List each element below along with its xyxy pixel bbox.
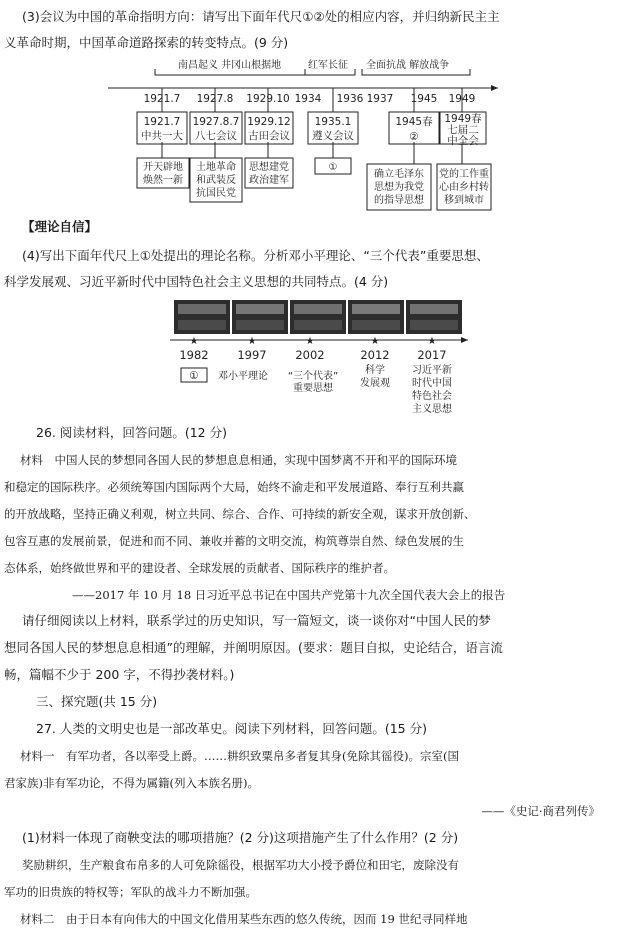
svg-text:土地革命: 土地革命: [196, 162, 236, 173]
q26-source: ——2017 年 10 月 18 日习近平总书记在中国共产党第十九次全国代表大会上的报告: [72, 588, 506, 602]
svg-text:重要思想: 重要思想: [293, 383, 333, 394]
star-marker-icon: ★: [370, 336, 380, 347]
year-1929: 1929.10: [246, 93, 290, 105]
congress-photo-1982: [174, 300, 230, 334]
svg-text:“三个代表”: “三个代表”: [287, 371, 339, 382]
svg-text:八七会议: 八七会议: [195, 130, 237, 142]
year-1921: 1921.7: [143, 93, 181, 105]
era-label-1: 南昌起义 井冈山根据地: [178, 60, 282, 71]
axis-arrowhead: [491, 85, 498, 91]
svg-text:移到城市: 移到城市: [444, 195, 484, 206]
q4-line2: 科学发展观、习近平新时代中国特色社会主义思想的共同特点。(4 分): [4, 274, 389, 289]
q27-source1: ——《史记·商君列传》: [481, 804, 600, 818]
svg-text:政治建军: 政治建军: [249, 175, 289, 186]
svg-text:科学: 科学: [365, 365, 385, 376]
q27-title: 27. 人类的文明史也是一部改革史。阅读下列材料，回答问题。(15 分): [36, 721, 427, 736]
q3-line1: (3)会议为中国的革命指明方向：请写出下面年代尺①②处的相应内容，并归纳新民主主: [22, 9, 500, 24]
year-1936: 1936: [336, 93, 364, 105]
year-2017: 2017: [417, 348, 447, 362]
q26-material-line4: 包容互惠的发展前景，促进和而不同、兼收并蓄的文明交流，构筑尊崇自然、绿色发展的生: [4, 534, 464, 548]
q26-title: 26. 阅读材料，回答问题。(12 分): [36, 425, 227, 440]
svg-text:古田会议: 古田会议: [248, 130, 290, 142]
blank-2: ②: [409, 131, 419, 143]
q26-material-line3: 的开放战略，坚持正确义利观，树立共同、综合、合作、可持续的新安全观，谋求开放创新、: [4, 507, 476, 521]
svg-text:主义思想: 主义思想: [412, 404, 452, 415]
q26-task-line1: 请仔细阅读以上材料，联系学过的历史知识，写一篇短文，谈一谈你对“中国人民的梦: [22, 613, 491, 628]
svg-text:确立毛泽东: 确立毛泽东: [374, 169, 424, 180]
svg-text:中共一大: 中共一大: [141, 130, 183, 142]
svg-text:抗国民党: 抗国民党: [196, 188, 236, 199]
svg-text:七届二: 七届二: [447, 124, 479, 136]
q27-material1-line2: 君家族)非有军功论，不得为属籍(列入本族名册)。: [4, 776, 259, 790]
q27-answer1-line2: 军功的旧贵族的特权等；军队的战斗力不断加强。: [4, 885, 257, 899]
svg-text:思想为我党: 思想为我党: [374, 182, 424, 193]
section-title-theory: 【理论自信】: [22, 219, 98, 234]
svg-text:开天辟地: 开天辟地: [143, 162, 183, 173]
era-label-2: 红军长征: [308, 60, 348, 71]
congress-photo-1997: [232, 300, 288, 334]
theory-timeline: [0, 298, 619, 428]
year-1945: 1945: [410, 93, 438, 105]
blank-1: ①: [328, 162, 338, 173]
q4-line1: (4)写出下面年代尺上①处提出的理论名称。分析邓小平理论、“三个代表”重要思想、: [22, 248, 489, 263]
svg-text:焕然一新: 焕然一新: [143, 175, 183, 186]
svg-text:1949春: 1949春: [444, 113, 482, 125]
svg-text:1921.7: 1921.7: [143, 116, 181, 128]
q27-material1-line1: 材料一 有军功者，各以率受上爵。……耕织致粟帛多者复其身(免除其徭役)。宗室(国: [20, 749, 459, 763]
blank-1-label: ①: [189, 370, 199, 382]
svg-text:习近平新: 习近平新: [412, 365, 452, 376]
star-marker-icon: ★: [189, 336, 199, 347]
year-1949: 1949: [448, 93, 476, 105]
svg-text:思想建党: 思想建党: [249, 162, 289, 173]
star-marker-icon: ★: [247, 336, 257, 347]
theory-deng: 邓小平理论: [218, 371, 268, 382]
svg-text:时代中国: 时代中国: [412, 378, 452, 389]
q26-material-line5: 态体系，始终做世界和平的建设者、全球发展的贡献者、国际秩序的维护者。: [4, 561, 395, 575]
svg-text:的指导思想: 的指导思想: [374, 195, 424, 206]
year-1982: 1982: [179, 348, 209, 362]
svg-text:1935.1: 1935.1: [314, 116, 352, 128]
svg-text:1927.8.7: 1927.8.7: [192, 116, 240, 128]
revolution-timeline: [0, 56, 619, 216]
svg-text:1945春: 1945春: [395, 116, 433, 128]
q26-material-line1: 材料 中国人民的梦想同各国人民的梦想息息相通，实现中国梦离不开和平的国际环境: [20, 453, 457, 467]
svg-text:党的工作重: 党的工作重: [439, 169, 489, 180]
year-1997: 1997: [237, 348, 267, 362]
congress-photo-2012: [348, 300, 404, 334]
q26-task-line3: 畅，篇幅不少于 200 字，不得抄袭材料。): [4, 667, 235, 682]
q27-answer1-line1: 奖励耕织，生产粮食布帛多的人可免除徭役，根据军功大小授予爵位和田宅，废除没有: [22, 858, 459, 872]
year-2012: 2012: [360, 348, 390, 362]
svg-text:发展观: 发展观: [360, 378, 390, 389]
svg-text:特色社会: 特色社会: [412, 391, 452, 402]
year-1934: 1934: [294, 93, 322, 105]
svg-text:心由乡村转: 心由乡村转: [439, 182, 489, 193]
svg-text:遵义会议: 遵义会议: [312, 130, 354, 142]
star-marker-icon: ★: [305, 336, 315, 347]
section-3-title: 三、探究题(共 15 分): [36, 694, 158, 709]
year-1927: 1927.8: [196, 93, 234, 105]
q27-material2: 材料二 由于日本有向伟大的中国文化借用某些东西的悠久传统，因而 19 世纪寻同样地: [20, 912, 468, 926]
q27-sub1: (1)材料一体现了商鞅变法的哪项措施？(2 分)这项措施产生了什么作用？(2 分): [22, 830, 459, 845]
year-2002: 2002: [295, 348, 325, 362]
q3-line2: 义革命时期，中国革命道路探索的转变特点。(9 分): [4, 35, 289, 50]
q26-task-line2: 想同各国人民的梦想息息相通”的理解，并阐明原因。(要求：题目自拟，史论结合，语言流: [4, 640, 503, 655]
svg-text:中全会: 中全会: [447, 135, 479, 147]
congress-photo-2017: [406, 300, 462, 334]
congress-photo-2002: [290, 300, 346, 334]
star-marker-icon: ★: [427, 336, 437, 347]
q26-material-line2: 和稳定的国际秩序。必须统筹国内国际两个大局，始终不渝走和平发展道路、奉行互利共赢: [4, 480, 464, 494]
year-1937: 1937: [366, 93, 394, 105]
svg-text:1929.12: 1929.12: [247, 116, 291, 128]
era-label-3: 全面抗战 解放战争: [366, 60, 450, 71]
svg-text:和武装反: 和武装反: [196, 175, 236, 186]
